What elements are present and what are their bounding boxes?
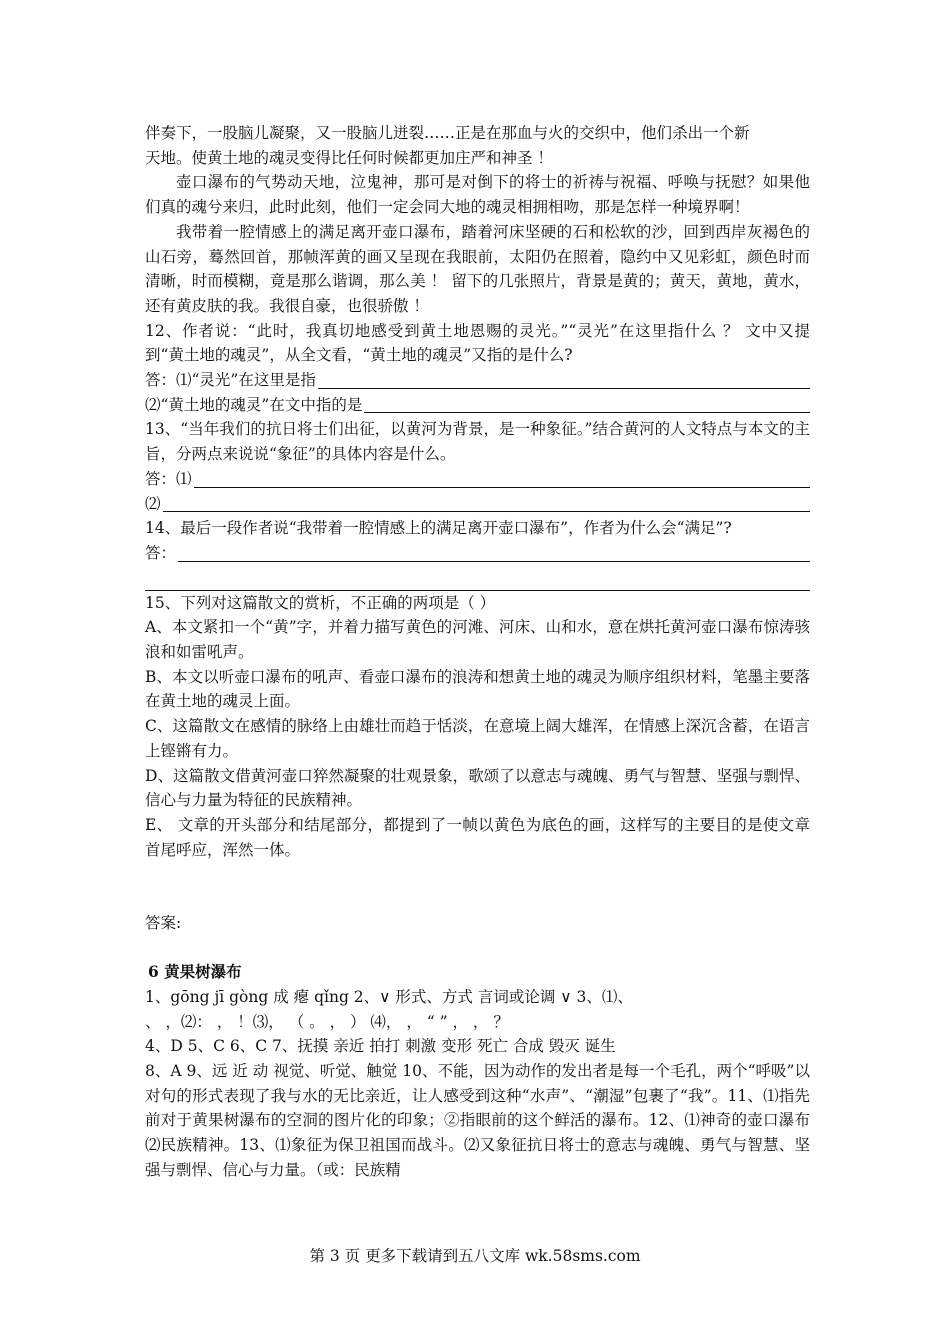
- question-12-answer-1: [145, 368, 810, 393]
- option-c: C、这篇散文在感情的脉络上由雄壮而趋于恬淡，在意境上阔大雄浑，在情感上深沉含蓄，在语言上铿锵有力。: [145, 717, 810, 760]
- question-15: 15、下列对这篇散文的赏析，不正确的两项是（ ）: [145, 593, 496, 612]
- option-d: D、这篇散文借黄河壶口猝然凝聚的壮观景象，歌颂了以意志与魂魄、勇气与智慧、坚强与剽悍、信心与力量为特征的民族精神。: [145, 766, 810, 810]
- option-a: A、本文紧扣一个“黄”字，并着力描写黄色的河滩、河床、山和水，意在烘托黄河壶口瀑布惊涛骇浪和如雷吼声。: [145, 618, 810, 662]
- page-footer: 第 3 页 更多下载请到五八文库 wk.58sms.com: [309, 1247, 641, 1265]
- section-heading: 6 黄果树瀑布: [148, 962, 242, 982]
- question-14-answer-1: [145, 541, 810, 566]
- answer-label: 答：: [145, 543, 177, 562]
- option-b: B、本文以听壶口瀑布的吼声、看壶口瀑布的浪涛和想黄土地的魂灵为顺序组织材料，笔墨主要落在黄土地的魂灵上面。: [145, 667, 810, 711]
- spacer: [145, 936, 810, 960]
- answer-label: 答：⑴“灵光”在这里是指: [145, 371, 316, 390]
- page-content: [145, 121, 810, 1182]
- question-12: 12、作者说：“此时，我真切地感受到黄土地恩赐的灵光。”“灵光”在这里指什么 ？ 文中又提到“黄土地的魂灵”，从全文看，“黄土地的魂灵”又指的是什么?: [145, 321, 810, 365]
- answer-text: 8、A 9、远 近 动 视觉、听觉、触觉 10、不能，因为动作的发出者是每一个毛孔，两个“呼吸”以对句的形式表现了我与水的无比亲近，让人感受到这种“水声”、“潮湿”包裹了“我”。11、⑴指先前对于黄果树瀑布的空洞的图片化的印象；②指眼前的这个鲜活的瀑布。12、⑴神奇的壶口瀑布 ⑵民族精神。13、⑴象征为保卫祖国而战斗。⑵又象征抗日将士的意志与魂魄、勇气与智慧、坚强与剽悍、信心与力量。（或：民族精: [145, 1061, 810, 1179]
- answer-blank[interactable]: [364, 394, 810, 413]
- question-12-answer-2: [145, 393, 810, 418]
- answer-blank[interactable]: [318, 370, 810, 389]
- answer-blank[interactable]: [178, 543, 810, 562]
- answer-label: 答：⑴: [145, 469, 192, 488]
- question-13-answer-1: [145, 467, 810, 492]
- question-13: 13、“当年我们的抗日将士们出征，以黄河为背景，是一种象征。”结合黄河的人文特点与本文的主旨，分两点来说说“象征”的具体内容是什么。: [145, 420, 810, 464]
- answer-label: ⑵“黄土地的魂灵”在文中指的是: [145, 395, 363, 414]
- answer-blank[interactable]: [163, 493, 810, 512]
- answers-label: 答案:: [145, 914, 182, 933]
- option-e: E、 文章的开头部分和结尾部分，都提到了一帧以黄色为底色的画，这样写的主要目的是使文章首尾呼应，浑然一体。: [145, 815, 810, 859]
- answer-line-2: 、 ，⑵： ， ！⑶， （ 。 ， ） ⑷， ， “ ” ， ， ？: [145, 1012, 509, 1031]
- passage-paragraph-2: 壶口瀑布的气势动天地，泣鬼神，那可是对倒下的将士的祈祷与祝福、呼唤与抚慰？如果他们真的魂兮来归，此时此刻，他们一定会同大地的魂灵相拥相吻，那是怎样一种境界啊！: [145, 173, 810, 217]
- question-14: 14、最后一段作者说“我带着一腔情感上的满足离开壶口瀑布”，作者为什么会“满足”?: [145, 519, 732, 538]
- passage-paragraph-1-line-2: 天地。使黄土地的魂灵变得比任何时候都更加庄严和神圣 ！: [145, 148, 553, 167]
- answer-line-1: 1、gōng jī gòng 成 瘪 qǐng 2、∨ 形式、方式 言词或论调 ∨ 3、⑴、: [145, 987, 633, 1006]
- passage-paragraph-1-line-1: 伴奏下，一股脑儿凝聚，又一股脑儿迸裂……正是在那血与火的交织中，他们杀出一个新: [145, 124, 750, 142]
- passage-paragraph-3: 我带着一腔情感上的满足离开壶口瀑布，踏着河床坚硬的石和松软的沙，回到西岸灰褐色的山石旁，蓦然回首，那帧浑黄的画又呈现在我眼前，太阳仍在照着，隐约中又见彩虹，颜色时而清晰，时而模糊，竟是那么谐调，那么美 ！ 留下的几张照片，背景是黄的；黄天，黄地，黄水，还有黄皮肤的我。我很自豪，也很骄傲 ！: [145, 222, 810, 315]
- question-13-answer-2: [145, 492, 810, 517]
- question-14-answer-blank-2[interactable]: [145, 566, 810, 591]
- answer-line-3: 4、D 5、C 6、C 7、抚摸 亲近 拍打 刺激 变形 死亡 合成 毁灭 诞生: [145, 1037, 616, 1056]
- spacer: [145, 862, 810, 911]
- answer-label: ⑵: [145, 494, 161, 513]
- answer-blank[interactable]: [194, 469, 810, 488]
